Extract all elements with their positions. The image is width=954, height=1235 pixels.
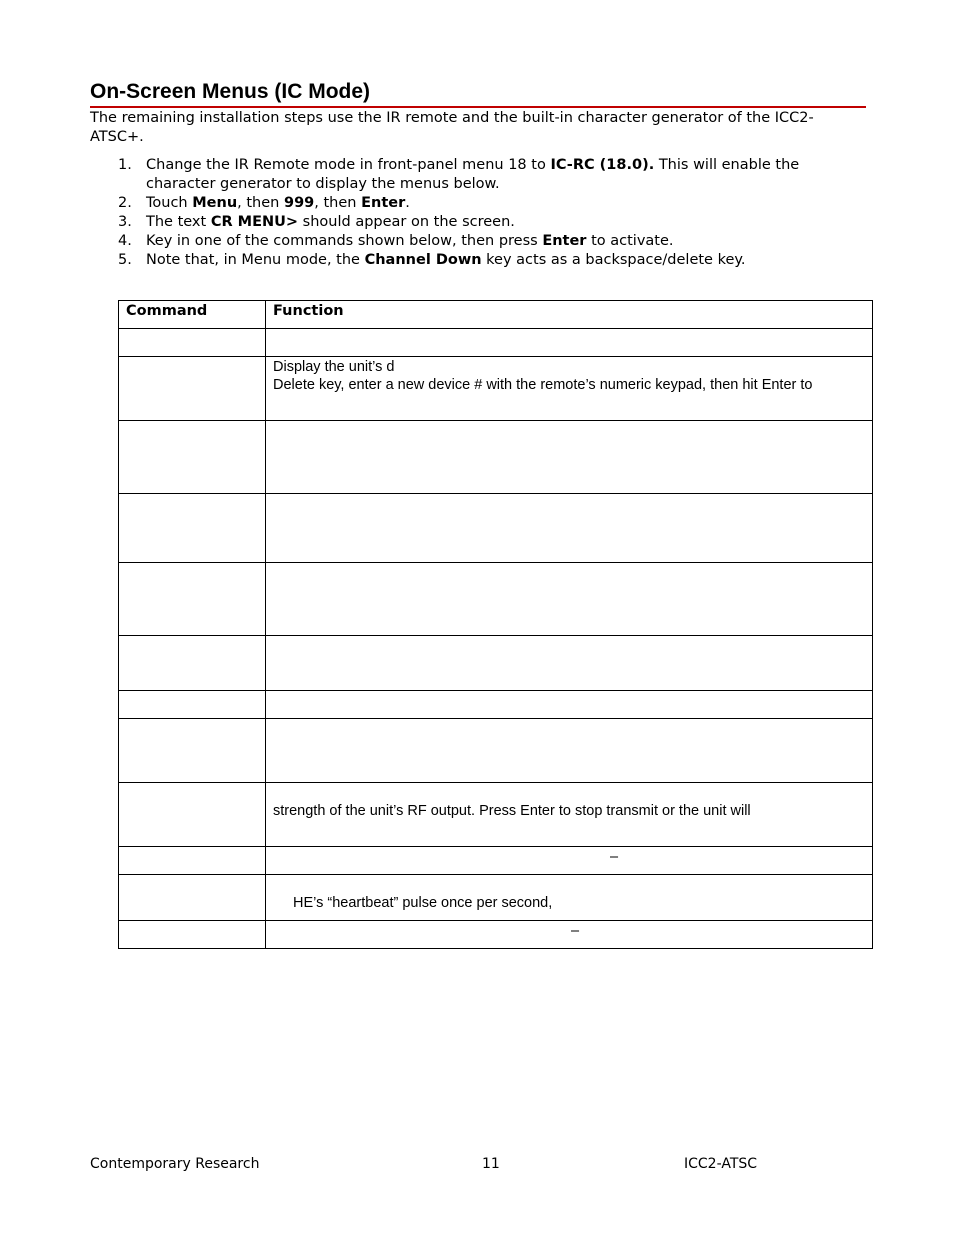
step-number: 1. bbox=[118, 157, 132, 173]
step-text bbox=[146, 156, 870, 194]
command-cell bbox=[119, 329, 266, 357]
function-cell bbox=[266, 636, 873, 691]
table-row bbox=[119, 421, 873, 494]
step-keyword: Enter bbox=[542, 233, 587, 249]
table-row bbox=[119, 563, 873, 636]
step-text-fragment: should appear on the screen. bbox=[298, 214, 515, 230]
page-title: On-Screen Menus (IC Mode) bbox=[90, 79, 866, 108]
intro-paragraph: The remaining installation steps use the IR remote and the built-in character generator of the ICC2-ATSC+. bbox=[90, 110, 814, 145]
table-row bbox=[119, 329, 873, 357]
table-row bbox=[119, 357, 873, 421]
step-text-fragment: key acts as a backspace/delete key. bbox=[481, 252, 746, 268]
step-number: 2. bbox=[118, 195, 132, 211]
table-row bbox=[119, 691, 873, 719]
function-cell bbox=[266, 783, 873, 847]
footer-company: Contemporary Research bbox=[90, 1156, 260, 1172]
command-cell bbox=[119, 783, 266, 847]
function-column-header: Function bbox=[266, 301, 873, 329]
command-column-header: Command bbox=[119, 301, 266, 329]
function-cell bbox=[266, 421, 873, 494]
function-text-line: – bbox=[610, 849, 619, 865]
step-text bbox=[146, 213, 870, 232]
table-row bbox=[119, 719, 873, 783]
command-cell bbox=[119, 494, 266, 563]
function-cell bbox=[266, 329, 873, 357]
table-row bbox=[119, 636, 873, 691]
list-item bbox=[90, 232, 870, 251]
command-cell bbox=[119, 421, 266, 494]
table-row bbox=[119, 494, 873, 563]
command-cell bbox=[119, 719, 266, 783]
step-keyword: 999 bbox=[283, 195, 315, 211]
step-text-fragment: . bbox=[405, 195, 410, 211]
footer-product: ICC2-ATSC bbox=[684, 1156, 758, 1172]
function-cell bbox=[266, 563, 873, 636]
step-text bbox=[146, 251, 870, 270]
table-row bbox=[119, 921, 873, 949]
step-text-fragment: This will enable the character generator to display the menus below. bbox=[146, 157, 800, 192]
command-cell bbox=[119, 357, 266, 421]
step-text bbox=[146, 232, 870, 251]
step-text-fragment: , then bbox=[237, 195, 284, 211]
step-keyword: Enter bbox=[361, 195, 406, 211]
function-cell bbox=[266, 719, 873, 783]
function-text-line: Delete key, enter a new device # with the remote’s numeric keypad, then hit Enter to bbox=[273, 377, 813, 393]
function-cell bbox=[266, 875, 873, 921]
list-item bbox=[90, 213, 870, 232]
function-cell bbox=[266, 921, 873, 949]
step-text-fragment: Key in one of the commands shown below, then press bbox=[146, 233, 543, 249]
step-number: 5. bbox=[118, 252, 132, 268]
step-keyword: Channel Down bbox=[364, 252, 482, 268]
function-text-line: strength of the unit’s RF output. Press Enter to stop transmit or the unit will bbox=[273, 803, 751, 819]
table-row bbox=[119, 783, 873, 847]
step-number: 4. bbox=[118, 233, 132, 249]
command-table-header-row bbox=[119, 301, 873, 329]
command-cell bbox=[119, 875, 266, 921]
step-number: 3. bbox=[118, 214, 132, 230]
function-cell bbox=[266, 691, 873, 719]
function-text-line bbox=[273, 876, 865, 894]
function-cell bbox=[266, 847, 873, 875]
command-cell bbox=[119, 563, 266, 636]
step-keyword: IC-RC (18.0). bbox=[550, 157, 655, 173]
list-item bbox=[90, 251, 870, 270]
step-text-fragment: The text bbox=[146, 214, 211, 230]
installation-steps-list bbox=[90, 156, 870, 270]
function-text-line bbox=[273, 784, 865, 802]
step-text-fragment: to activate. bbox=[586, 233, 674, 249]
function-text-line: – bbox=[571, 923, 580, 939]
command-cell bbox=[119, 691, 266, 719]
footer-page-number: 11 bbox=[482, 1156, 500, 1172]
function-cell bbox=[266, 494, 873, 563]
command-cell bbox=[119, 921, 266, 949]
command-cell bbox=[119, 847, 266, 875]
step-text-fragment: , then bbox=[314, 195, 362, 211]
step-text bbox=[146, 194, 870, 213]
command-table bbox=[118, 300, 873, 949]
list-item bbox=[90, 194, 870, 213]
command-cell bbox=[119, 636, 266, 691]
step-text-fragment: Touch bbox=[146, 195, 193, 211]
step-text-fragment: Note that, in Menu mode, the bbox=[146, 252, 365, 268]
table-row bbox=[119, 875, 873, 921]
step-text-fragment: Change the IR Remote mode in front-panel menu 18 to bbox=[146, 157, 551, 173]
function-text-line: Display the unit’s d bbox=[273, 359, 395, 375]
function-cell bbox=[266, 357, 873, 421]
table-row bbox=[119, 847, 873, 875]
function-text-line: HE’s “heartbeat” pulse once per second, bbox=[293, 895, 553, 911]
step-keyword: Menu bbox=[192, 195, 238, 211]
step-keyword: CR MENU> bbox=[210, 214, 299, 230]
list-item bbox=[90, 156, 870, 194]
